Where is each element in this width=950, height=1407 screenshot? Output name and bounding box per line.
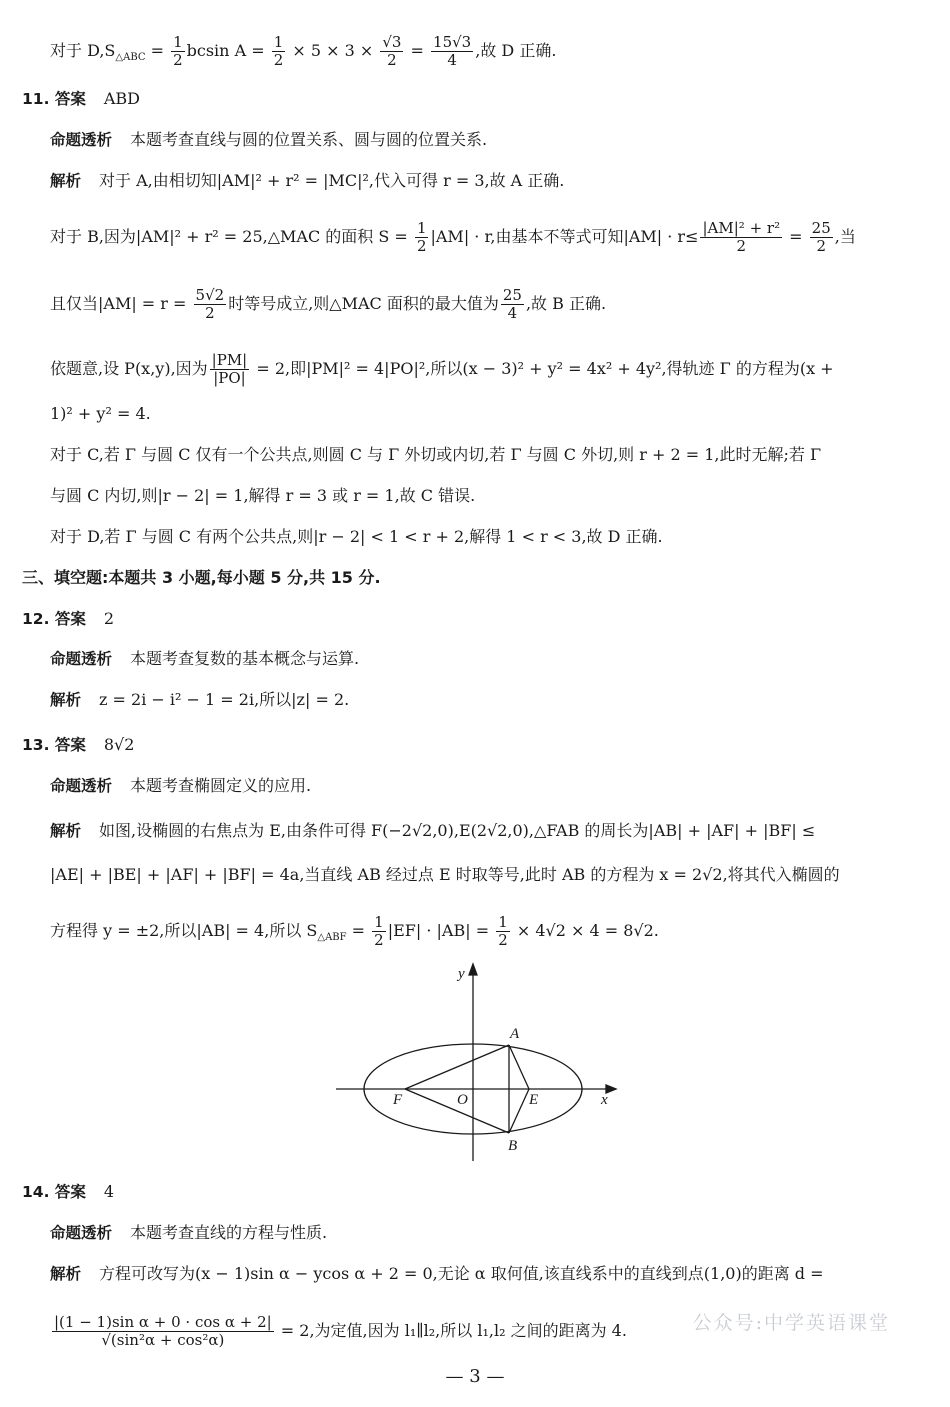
- label-o: O: [457, 1092, 468, 1108]
- q11-analysis-b1: 对于 B,因为|AM|² + r² = 25,△MAC 的面积 S = $\frac{1}{2}$ |AM| · r,由基本不等式可知|AM| · r≤ $\frac{\text{|AM|² + r²}}{2}$ = $\frac{25}{2}$ ,当: [50, 219, 856, 255]
- q11-analysis-p2: 1)² + y² = 4.: [50, 404, 151, 423]
- q14-answer: 14. 答案 4: [22, 1182, 115, 1201]
- q11-analysis-c1: 对于 C,若 Γ 与圆 C 仅有一个公共点,则圆 C 与 Γ 外切或内切,若 Γ 与圆 C 外切,则 r + 2 = 1,此时无解;若 Γ: [50, 445, 822, 464]
- q12-answer: 12. 答案 2: [22, 609, 115, 628]
- label-y: y: [458, 966, 465, 982]
- segment-fa: [405, 1045, 509, 1089]
- q11-intent: 命题透析 本题考查直线与圆的位置关系、圆与圆的位置关系.: [50, 130, 488, 149]
- q11-analysis-a: 解析 对于 A,由相切知|AM|² + r² = |MC|²,代入可得 r = 3,故 A 正确.: [50, 171, 565, 190]
- q10-d-line: 对于 $D,S_{\triangle ABC}$ = $\frac{1}{2}$ bcsin A = $\frac{1}{2}$ × 5 × 3 × $\frac{√3}{2}$ = $\frac{15√3}{4}$ ,故 D 正确.: [50, 33, 557, 69]
- q14-analysis-1: 解析 方程可改写为(x − 1)sin α − ycos α + 2 = 0,无论 α 取何值,该直线系中的直线到点(1,0)的距离 d =: [50, 1264, 824, 1283]
- section-3-heading: 三、填空题:本题共 3 小题,每小题 5 分,共 15 分.: [22, 568, 381, 587]
- watermark: 公众号:中学英语课堂: [692, 1312, 890, 1334]
- label-f: F: [393, 1092, 403, 1108]
- q11-analysis-c2: 与圆 C 内切,则|r − 2| = 1,解得 r = 3 或 r = 1,故 C 错误.: [50, 486, 476, 505]
- ellipse-figure: [330, 958, 630, 1168]
- q13-analysis-1: 解析 如图,设椭圆的右焦点为 E,由条件可得 F(−2√2,0),E(2√2,0),△FAB 的周长为|AB| + |AF| + |BF| ≤: [50, 821, 816, 840]
- q13-analysis-2: |AE| + |BE| + |AF| + |BF| = 4a,当直线 AB 经过点 E 时取等号,此时 AB 的方程为 x = 2√2,将其代入椭圆的: [50, 865, 840, 884]
- q11-answer: 11. 答案 ABD: [22, 89, 140, 108]
- q13-analysis-3: 方程得 y = ±2,所以|AB| = 4,所以 $S_{\triangle ABF}$ = $\frac{1}{2}$ |EF| · |AB| = $\frac{1}{2}$ × 4√2 × 4 = 8√2.: [50, 913, 659, 949]
- y-axis-arrow: [469, 964, 477, 975]
- segment-ae: [509, 1045, 529, 1089]
- q14-analysis-2: $\frac{\text{|(1 − 1)sin α + 0 · cos α + 2|}}{\text{√(sin²α + cos²α)}}$ = 2,为定值,因为 l₁∥l₂,所以 l₁,l₂ 之间的距离为 4.: [54, 1313, 627, 1349]
- q11-analysis-b2: 且仅当|AM| = r = $\frac{5√2}{2}$ 时等号成立,则△MAC 面积的最大值为 $\frac{25}{4}$ ,故 B 正确.: [50, 286, 607, 322]
- label-x: x: [601, 1092, 608, 1108]
- label-b: B: [508, 1138, 518, 1154]
- q11-analysis-d: 对于 D,若 Γ 与圆 C 有两个公共点,则|r − 2| < 1 < r + 2,解得 1 < r < 3,故 D 正确.: [50, 527, 663, 546]
- label-e: E: [529, 1092, 539, 1108]
- q14-intent: 命题透析 本题考查直线的方程与性质.: [50, 1223, 328, 1242]
- q13-answer: 13. 答案 8√2: [22, 735, 135, 754]
- q13-intent: 命题透析 本题考查椭圆定义的应用.: [50, 776, 312, 795]
- label-a: A: [510, 1026, 520, 1042]
- q12-intent: 命题透析 本题考查复数的基本概念与运算.: [50, 649, 360, 668]
- q12-analysis: 解析 z = 2i − i² − 1 = 2i,所以|z| = 2.: [50, 690, 350, 709]
- segment-be: [509, 1089, 529, 1133]
- page-number: — 3 —: [445, 1366, 505, 1387]
- q11-analysis-p1: 依题意,设 P(x,y),因为 $\frac{|PM|}{|PO|}$ = 2,即|PM|² = 4|PO|²,所以(x − 3)² + y² = 4x² + 4y²,得轨迹 Γ 的方程为(x +: [50, 351, 834, 387]
